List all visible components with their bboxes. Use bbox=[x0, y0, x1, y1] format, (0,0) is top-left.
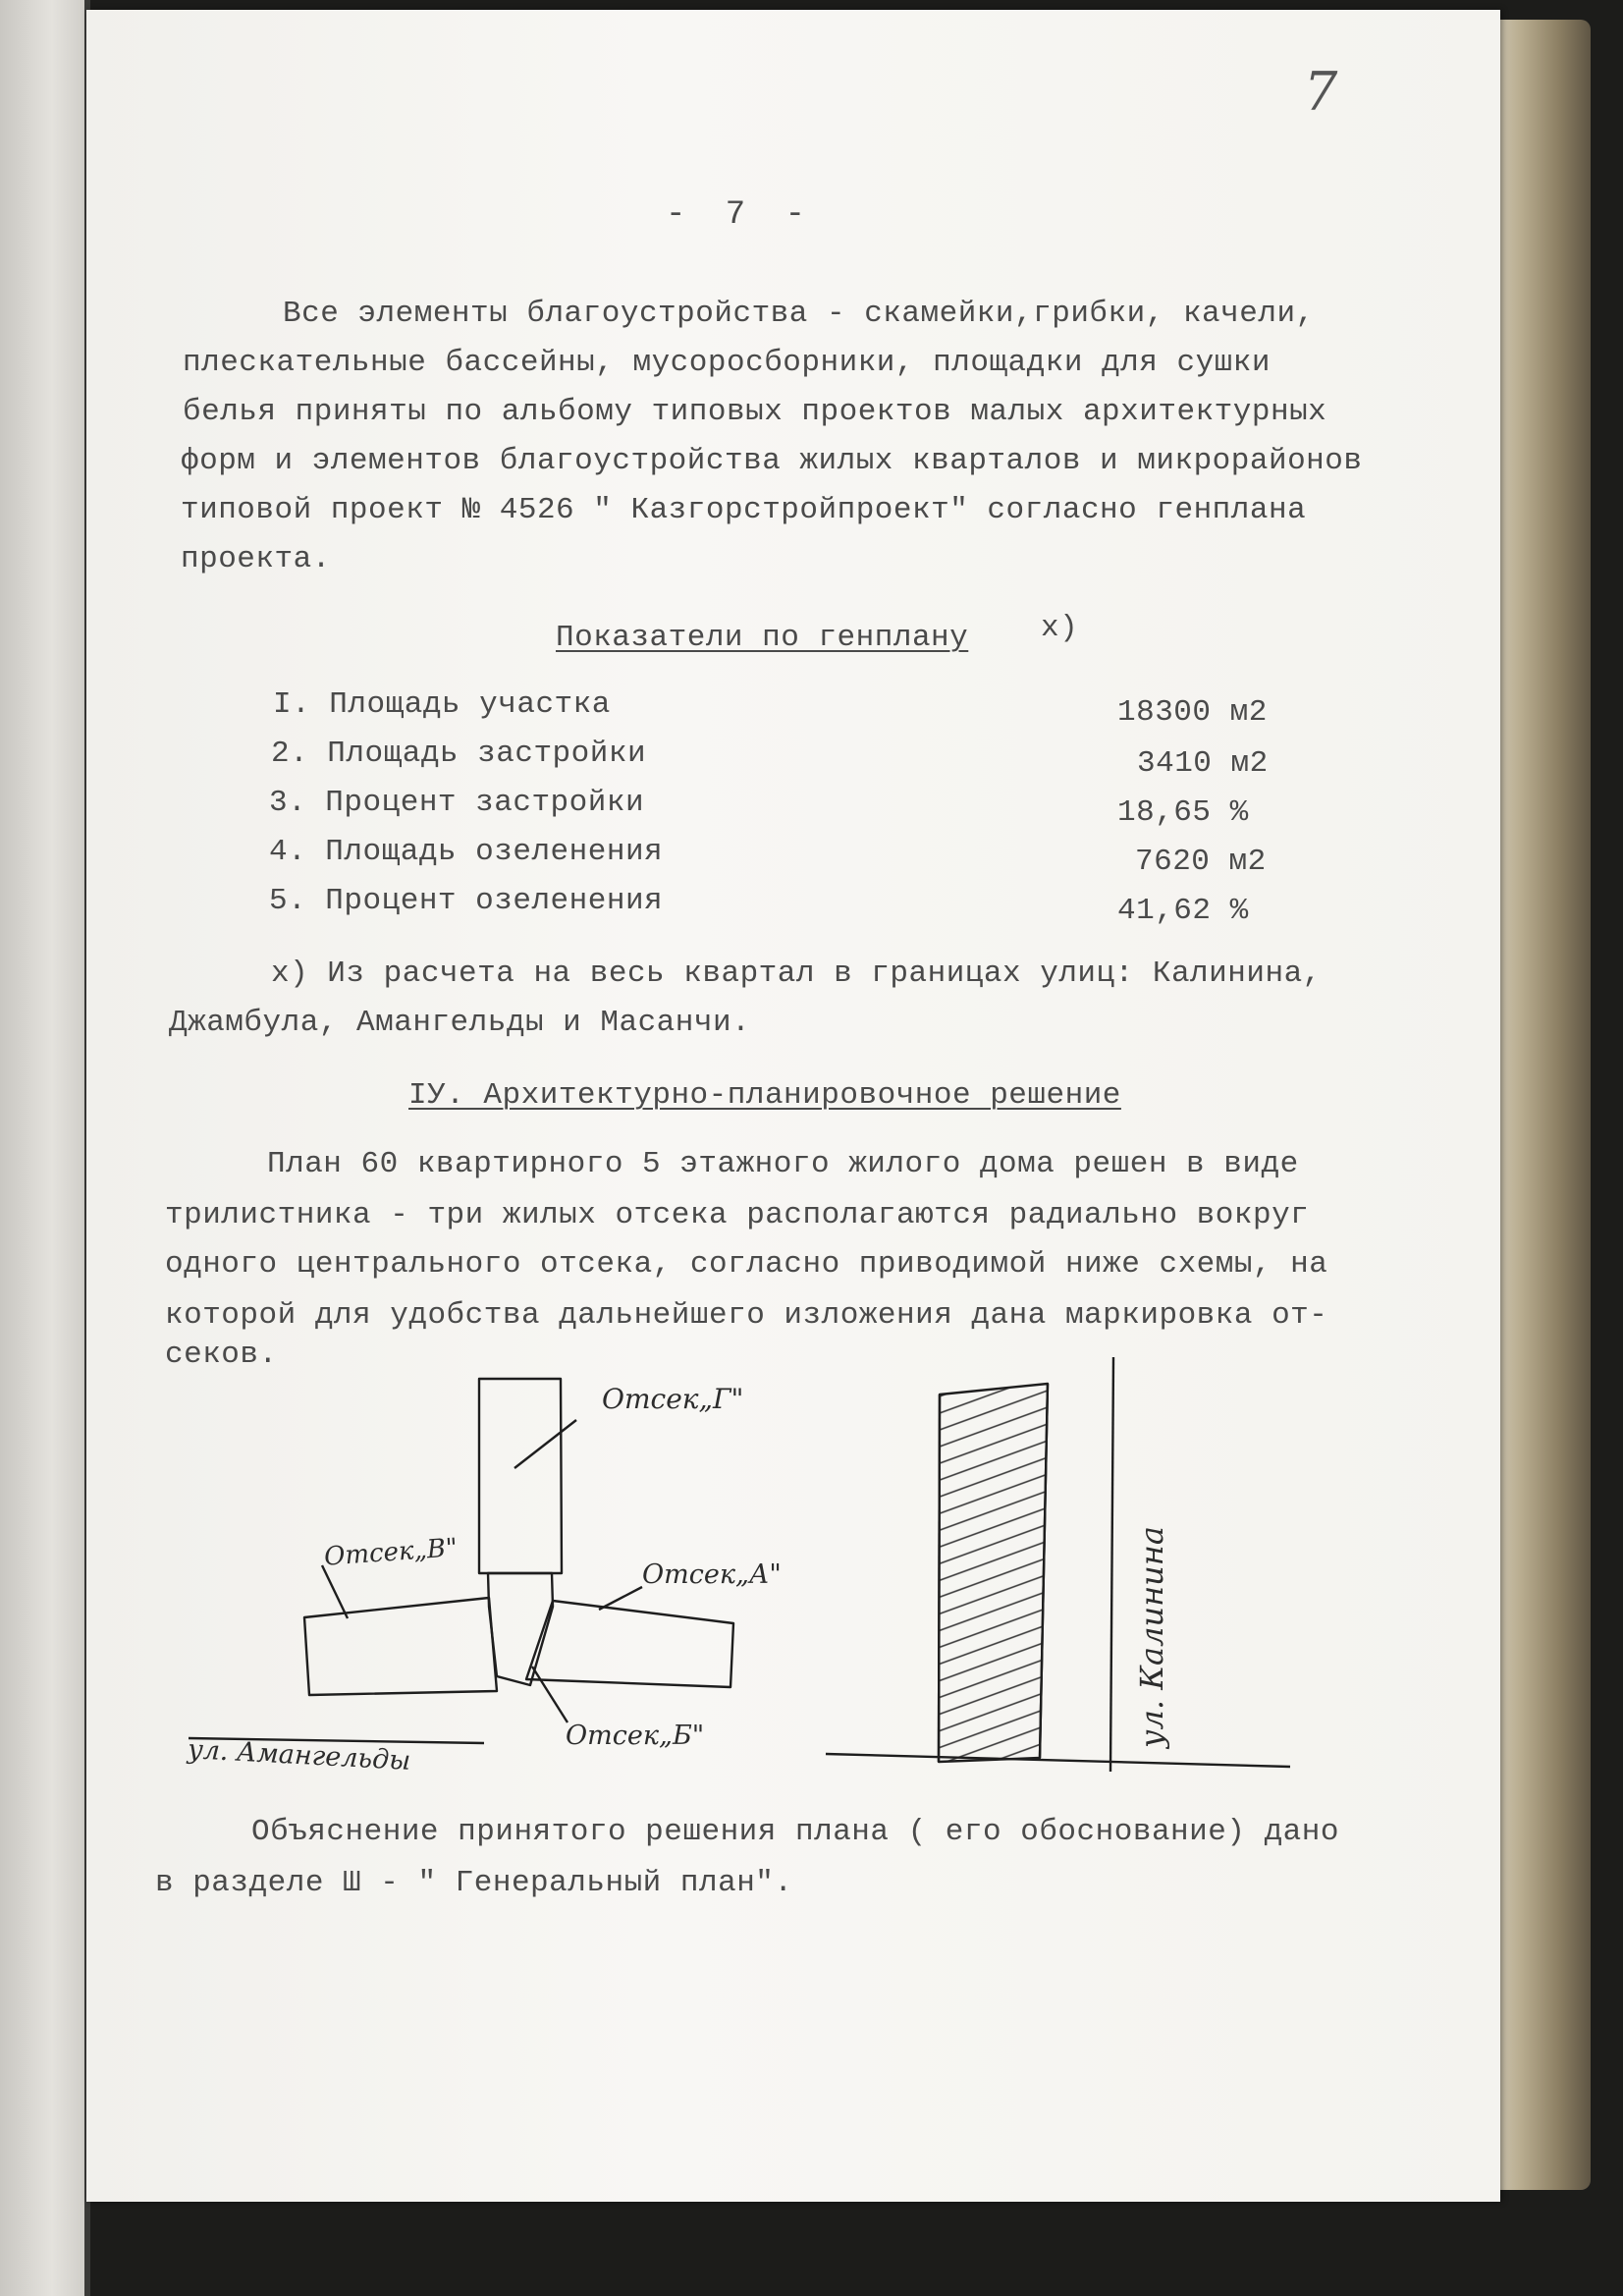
para1-line: Все элементы благоустройства - скамейки,грибки, качели, bbox=[283, 297, 1315, 331]
indicator-value: 18300 м2 bbox=[1117, 695, 1268, 730]
section-v-block bbox=[304, 1598, 497, 1695]
closing-line: в разделе Ш - " Генеральный план". bbox=[155, 1866, 793, 1900]
leader-g bbox=[514, 1420, 576, 1468]
footnote-line: x) Из расчета на весь квартал в границах улиц: Калинина, bbox=[271, 957, 1322, 991]
label-section-v: Отсек„В" bbox=[323, 1533, 459, 1572]
handwritten-page-number: 7 bbox=[1304, 61, 1338, 123]
label-section-b: Отсек„Б" bbox=[566, 1721, 705, 1751]
indicator-value: 7620 м2 bbox=[1135, 845, 1267, 879]
label-section-g: Отсек„Г" bbox=[602, 1383, 744, 1415]
ground-line bbox=[826, 1754, 1290, 1767]
label-street-amangeldy: ул. Амангельды bbox=[187, 1734, 412, 1777]
indicator-label: I. Площадь участка bbox=[273, 687, 611, 722]
indicator-label: 4. Площадь озеленения bbox=[269, 835, 664, 869]
section-para-line: трилистника - три жилых отсека располагаются радиально вокруг bbox=[165, 1198, 1310, 1232]
section-para-line: План 60 квартирного 5 этажного жилого дома решен в виде bbox=[267, 1147, 1299, 1181]
section-para-line: одного центрального отсека, согласно приводимой ниже схемы, на bbox=[165, 1247, 1328, 1282]
indicator-label: 2. Площадь застройки bbox=[271, 737, 647, 771]
indicator-label: 3. Процент застройки bbox=[269, 786, 645, 820]
section-heading: IУ. Архитектурно-планировочное решение bbox=[408, 1078, 1121, 1113]
para1-line: белья приняты по альбому типовых проектов малых архитектурных bbox=[183, 395, 1327, 429]
indicator-value: 41,62 % bbox=[1117, 894, 1249, 928]
left-page-edge bbox=[0, 0, 86, 2296]
section-g-block bbox=[479, 1379, 562, 1573]
page-header: - 7 - bbox=[666, 196, 816, 234]
leader-a bbox=[599, 1587, 642, 1610]
leader-b bbox=[532, 1667, 568, 1722]
street-kalinina-line bbox=[1110, 1357, 1113, 1772]
indicator-label: 5. Процент озеленения bbox=[269, 884, 664, 918]
section-para-line: которой для удобства дальнейшего изложения дана маркировка от- bbox=[165, 1298, 1328, 1333]
para1-line: плескательные бассейны, мусоросборники, площадки для сушки bbox=[183, 346, 1271, 380]
section-para-line: секов. bbox=[165, 1338, 278, 1372]
indicators-heading: Показатели по генплану bbox=[556, 621, 969, 655]
label-street-kalinina: ул. Калинина bbox=[1133, 1526, 1170, 1748]
closing-line: Объяснение принятого решения плана ( его обоснование) дано bbox=[251, 1815, 1339, 1849]
document-page bbox=[86, 10, 1500, 2202]
indicator-value: 18,65 % bbox=[1117, 795, 1249, 830]
label-section-a: Отсек„А" bbox=[642, 1559, 782, 1590]
para1-line: форм и элементов благоустройства жилых кварталов и микрорайонов bbox=[181, 444, 1363, 478]
leader-v bbox=[322, 1565, 348, 1618]
indicators-heading-mark: x) bbox=[1041, 611, 1079, 645]
section-a-block bbox=[526, 1601, 733, 1687]
indicator-value: 3410 м2 bbox=[1137, 746, 1269, 781]
hatched-strip bbox=[939, 1384, 1048, 1762]
footnote-line: Джамбула, Амангельды и Масанчи. bbox=[169, 1006, 751, 1040]
para1-line: типовой проект № 4526 " Казгорстройпроект" согласно генплана bbox=[181, 493, 1307, 527]
para1-line: проекта. bbox=[181, 542, 331, 576]
